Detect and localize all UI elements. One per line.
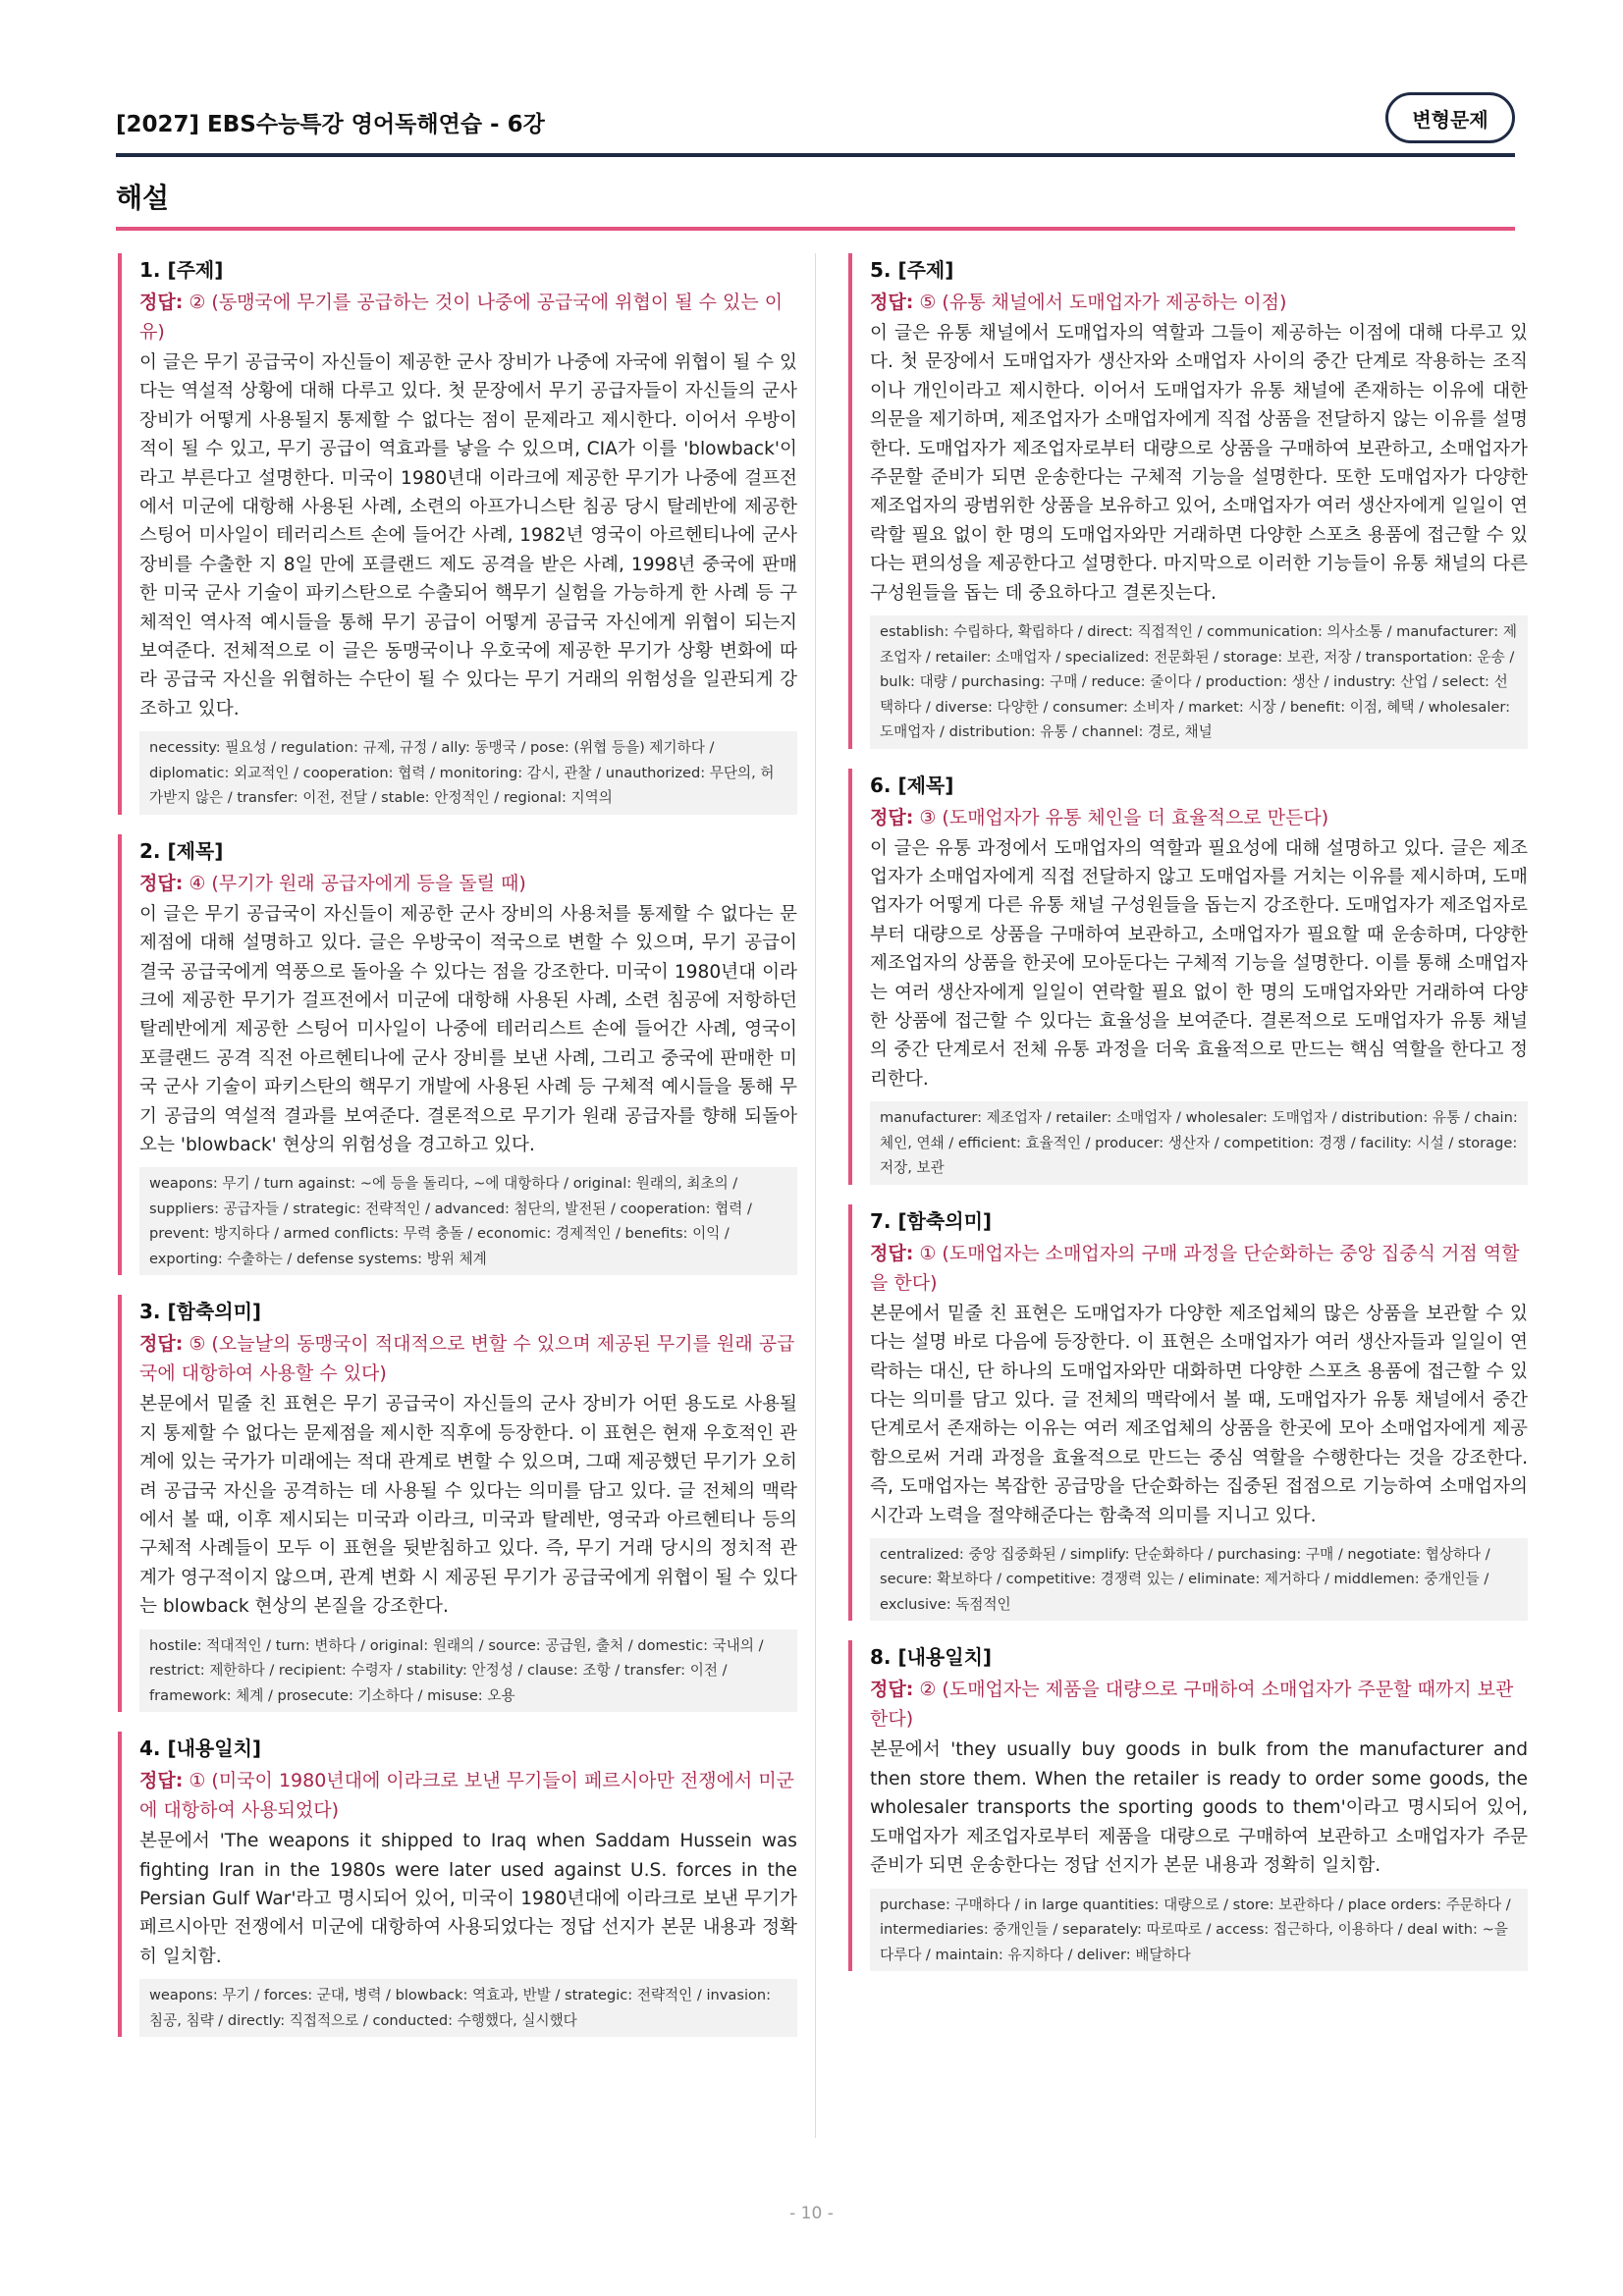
question-heading: 7. [함축의미] (870, 1208, 993, 1233)
answer-label: 정답: (139, 1333, 184, 1356)
answer-line (139, 288, 797, 347)
answer-label: 정답: (870, 1679, 914, 1701)
document-title: [2027] EBS수능특강 영어독해연습 - 6강 (116, 112, 545, 137)
answer-text: ⑤ (오늘날의 동맹국이 적대적으로 변할 수 있으며 제공된 무기를 원래 공급국에 대항하여 사용할 수 있다) (139, 1333, 795, 1385)
answer-text: ② (도매업자는 제품을 대량으로 구매하여 소매업자가 주문할 때까지 보관한다) (870, 1679, 1514, 1731)
column-divider (815, 253, 816, 2138)
question-heading: 2. [제목] (139, 838, 224, 863)
vocabulary-box: establish: 수립하다, 확립하다 / direct: 직접적인 / communication: 의사소통 / manufacturer: 제조업자 / retailer: 소매업자 / specialized: 전문화된 / storage: 보관, 저장 / transportation: 운송 / bulk: 대량 / purchasing: 구매 / reduce: 줄이다 / production: 생산 / industry: 산업 / select: 선택하다 / diverse: 다양한 / consumer: 소비자 / market: 시장 / benefit: 이점, 혜택 / wholesaler: 도매업자 / distribution: 유통 / channel: 경로, 채널 (870, 615, 1528, 749)
section-divider (116, 227, 1515, 231)
left-column (118, 253, 797, 2056)
question-heading: 4. [내용일치] (139, 1736, 262, 1761)
question-heading: 3. [함축의미] (139, 1300, 262, 1324)
vocabulary-box: purchase: 구매하다 / in large quantities: 대량으로 / store: 보관하다 / place orders: 주문하다 / intermediaries: 중개인들 / separately: 따로따로 / access: 접근하다, 이용하다 / deal with: ~을 다루다 / maintain: 유지하다 / deliver: 배달하다 (870, 1889, 1528, 1972)
explanation-text: 본문에서 'The weapons it shipped to Iraq when Saddam Hussein was fighting Iran in the 1980s were later used against U.S. forces in the Persian Gulf War'라고 명시되어 있어, 미국이 1980년대에 이라크로 보낸 무기가 페르시아만 전쟁에서 미군에 대항하여 사용되었다는 정답 선지가 본문 내용과 정확히 일치함. (139, 1831, 797, 1967)
explanation-text: 이 글은 유통 채널에서 도매업자의 역할과 그들이 제공하는 이점에 대해 다루고 있다. 첫 문장에서 도매업자가 생산자와 소매업자 사이의 중간 단계로 작용하는 조직이나 개인이라고 제시한다. 이어서 도매업자가 유통 채널에 존재하는 이유에 대한 의문을 제기하며, 제조업자가 소매업자에게 직접 상품을 전달하지 않는 이유를 설명한다. 도매업자가 제조업자로부터 대량으로 상품을 구매하여 보관하고, 소매업자가 주문할 준비가 되면 운송한다는 구체적 기능을 설명한다. 또한 도매업자가 다양한 제조업자의 광범위한 상품을 보유하고 있어, 소매업자가 여러 생산자에게 일일이 연락할 필요 없이 한 명의 도매업자와만 거래하면 다양한 스포츠 용품에 접근할 수 있다는 편의성을 제공한다고 설명한다. 마지막으로 이러한 기능들이 유통 채널의 다른 구성원들을 돕는 데 중요하다고 결론짓는다. (870, 323, 1528, 604)
answer-item-2 (118, 834, 797, 1276)
answer-label: 정답: (870, 1242, 914, 1264)
explanation-text: 본문에서 밑줄 친 표현은 도매업자가 다양한 제조업체의 많은 상품을 보관할 수 있다는 설명 바로 다음에 등장한다. 이 표현은 소매업자가 여러 생산자들과 일일이 연락하는 대신, 단 하나의 도매업자와만 대화하면 다양한 스포츠 용품에 접근할 수 있다는 의미를 담고 있다. 글 전체의 맥락에서 볼 때, 도매업자가 유통 채널에서 중간 단계로서 존재하는 이유는 여러 제조업체의 상품을 한곳에 모아 소매업자에게 제공함으로써 거래 과정을 효율적으로 만드는 중심 역할을 수행한다는 것을 강조한다. 즉, 도매업자는 복잡한 공급망을 단순화하는 집중된 접점으로 기능하여 소매업자의 시간과 노력을 절약해준다는 함축적 의미를 지니고 있다. (870, 1303, 1528, 1526)
answer-line (870, 803, 1528, 832)
explanation-text: 이 글은 무기 공급국이 자신들이 제공한 군사 장비가 나중에 자국에 위협이 될 수 있다는 역설적 상황에 대해 다루고 있다. 첫 문장에서 무기 공급자들이 자신들의 군사 장비가 어떻게 사용될지 통제할 수 없다는 점이 문제라고 제시한다. 이어서 우방이 적이 될 수 있고, 무기 공급이 역효과를 낳을 수 있으며, CIA가 이를 'blowback'이라고 부른다고 설명한다. 미국이 1980년대 이라크에 제공한 무기가 나중에 걸프전에서 미군에 대항해 사용된 사례, 소련의 아프가니스탄 침공 당시 탈레반에 제공한 스팅어 미사일이 테러리스트 손에 들어간 사례, 1982년 영국이 아르헨티나에 군사 장비를 수출한 지 8일 만에 포클랜드 제도 공격을 받은 사례, 1998년 중국에 판매한 미국 군사 기술이 파키스탄으로 수출되어 핵무기 실험을 가능하게 한 사례 등 구체적인 역사적 예시들을 통해 무기 공급이 어떻게 공급국 자신에게 위협이 되는지 보여준다. 전체적으로 이 글은 동맹국이나 우호국에 제공한 무기가 상황 변화에 따라 공급국 자신을 위협하는 수단이 될 수 있다는 무기 거래의 위험성을 일관되게 강조하고 있다. (139, 352, 797, 720)
answer-label: 정답: (139, 292, 184, 313)
explanation-text: 이 글은 유통 과정에서 도매업자의 역할과 필요성에 대해 설명하고 있다. 글은 제조업자가 소매업자에게 직접 전달하지 않고 도매업자를 거치는 이유를 제시하며, 도매업자가 어떻게 다른 유통 채널 구성원들을 돕는지 강조한다. 도매업자가 제조업자로부터 대량으로 상품을 구매하여 보관하고, 소매업자가 필요할 때 운송하며, 다양한 제조업자의 상품을 한곳에 모아둔다는 구체적 기능을 설명한다. 이를 통해 소매업자는 여러 생산자에게 일일이 연락할 필요 없이 한 명의 도매업자와만 거래하여 다양한 상품에 접근할 수 있다는 효율성을 보여준다. 결론적으로 도매업자가 유통 채널의 중간 단계로서 전체 유통 과정을 더욱 효율적으로 만드는 핵심 역할을 한다고 정리한다. (870, 837, 1528, 1090)
answer-item-5 (848, 253, 1528, 749)
page-number: - 10 - (789, 2204, 834, 2223)
answer-item-7 (848, 1204, 1528, 1622)
vocabulary-box: hostile: 적대적인 / turn: 변하다 / original: 원래의 / source: 공급원, 출처 / domestic: 국내의 / restrict: 제한하다 / recipient: 수령자 / stability: 안정성 / clause: 조항 / transfer: 이전 / framework: 체계 / prosecute: 기소하다 / misuse: 오용 (139, 1629, 797, 1713)
answer-text: ④ (무기가 원래 공급자에게 등을 돌릴 때) (189, 872, 526, 894)
answer-item-4 (118, 1732, 797, 2037)
answer-label: 정답: (139, 1770, 184, 1792)
answer-item-6 (848, 769, 1528, 1185)
vocabulary-box: centralized: 중앙 집중화된 / simplify: 단순화하다 / purchasing: 구매 / negotiate: 협상하다 / secure: 확보하다 / competitive: 경쟁력 있는 / eliminate: 제거하다 / middlemen: 중개인들 / exclusive: 독점적인 (870, 1538, 1528, 1622)
explanation-text: 이 글은 무기 공급국이 자신들이 제공한 군사 장비의 사용처를 통제할 수 없다는 문제점에 대해 설명하고 있다. 글은 우방국이 적국으로 변할 수 있으며, 무기 공급이 결국 공급국에게 역풍으로 돌아올 수 있다는 점을 강조한다. 미국이 1980년대 이라크에 제공한 무기가 걸프전에서 미군에 대항해 사용된 사례, 소련 침공에 저항하던 탈레반에게 제공한 스팅어 미사일이 나중에 테러리스트 손에 들어간 사례, 영국이 포클랜드 공격 직전 아르헨티나에 군사 장비를 보낸 사례, 그리고 중국에 판매한 미국 군사 기술이 파키스탄의 핵무기 개발에 사용된 사례 등 구체적 예시들을 통해 무기 공급의 역설적 결과를 보여준다. 결론적으로 무기가 원래 공급자를 향해 되돌아오는 'blowback' 현상의 위험성을 경고하고 있다. (139, 903, 797, 1156)
answer-label: 정답: (870, 292, 914, 313)
answer-line (139, 1329, 797, 1388)
answer-text: ② (동맹국에 무기를 공급하는 것이 나중에 공급국에 위협이 될 수 있는 이유) (139, 292, 784, 343)
question-heading: 1. [주제] (139, 258, 224, 282)
explanation-text: 본문에서 'they usually buy goods in bulk from the manufacturer and then store them. When the retailer is ready to order some goods, the wholesaler transports the sporting goods to them'이라고 명시되어 있어, 도매업자가 제조업자로부터 제품을 대량으로 구매하여 보관하고 소매업자가 주문 준비가 되면 운송한다는 정답 선지가 본문 내용과 정확히 일치함. (870, 1739, 1528, 1877)
answer-item-1 (118, 253, 797, 815)
answer-item-8 (848, 1640, 1528, 1971)
question-heading: 5. [주제] (870, 258, 954, 282)
variant-problem-badge: 변형문제 (1385, 92, 1515, 143)
answer-line (870, 288, 1528, 317)
answer-text: ⑤ (유통 채널에서 도매업자가 제공하는 이점) (919, 292, 1287, 313)
vocabulary-box: weapons: 무기 / forces: 군대, 병력 / blowback: 역효과, 반발 / strategic: 전략적인 / invasion: 침공, 침략 / directly: 직접적으로 / conducted: 수행했다, 실시했다 (139, 1979, 797, 2037)
vocabulary-box: necessity: 필요성 / regulation: 규제, 규정 / ally: 동맹국 / pose: (위협 등을) 제기하다 / diplomatic: 외교적인 / cooperation: 협력 / monitoring: 감시, 관찰 / unauthorized: 무단의, 허가받지 않은 / transfer: 이전, 전달 / stable: 안정적인 / regional: 지역의 (139, 731, 797, 815)
question-heading: 6. [제목] (870, 773, 954, 797)
question-heading: 8. [내용일치] (870, 1645, 993, 1670)
explanation-text: 본문에서 밑줄 친 표현은 무기 공급국이 자신들의 군사 장비가 어떤 용도로 사용될지 통제할 수 없다는 문제점을 제시한 직후에 등장한다. 이 표현은 현재 우호적인 관계에 있는 국가가 미래에는 적대 관계로 변할 수 있으며, 그때 제공했던 무기가 오히려 공급국 자신을 공격하는 데 사용될 수 있다는 의미를 담고 있다. 글 전체의 맥락에서 볼 때, 이후 제시되는 미국과 이라크, 미국과 탈레반, 영국과 아르헨티나 등의 구체적 사례들이 모두 이 표현을 뒷받침하고 있다. 즉, 무기 거래 당시의 정치적 관계가 영구적이지 않으며, 관계 변화 시 제공된 무기가 공급국에게 위협이 될 수 있다는 blowback 현상의 본질을 강조한다. (139, 1394, 797, 1618)
answer-label: 정답: (139, 872, 184, 894)
answer-item-3 (118, 1295, 797, 1712)
vocabulary-box: manufacturer: 제조업자 / retailer: 소매업자 / wholesaler: 도매업자 / distribution: 유통 / chain: 체인, 연쇄 / efficient: 효율적인 / producer: 생산자 / competition: 경쟁 / facility: 시설 / storage: 저장, 보관 (870, 1101, 1528, 1185)
answer-line (139, 1766, 797, 1825)
answer-text: ① (도매업자는 소매업자의 구매 과정을 단순화하는 중앙 집중식 거점 역할을 한다) (870, 1242, 1520, 1294)
answer-line (870, 1675, 1528, 1734)
page-header (116, 92, 1515, 157)
answer-text: ③ (도매업자가 유통 체인을 더 효율적으로 만든다) (919, 806, 1329, 828)
answer-text: ① (미국이 1980년대에 이라크로 보낸 무기들이 페르시아만 전쟁에서 미군에 대항하여 사용되었다) (139, 1770, 795, 1822)
answer-line (139, 869, 797, 898)
answer-line (870, 1239, 1528, 1298)
vocabulary-box: weapons: 무기 / turn against: ~에 등을 돌리다, ~에 대항하다 / original: 원래의, 최초의 / suppliers: 공급자들 / strategic: 전략적인 / advanced: 첨단의, 발전된 / cooperation: 협력 / prevent: 방지하다 / armed conflicts: 무력 충돌 / economic: 경제적인 / benefits: 이익 / exporting: 수출하는 / defense systems: 방위 체계 (139, 1167, 797, 1275)
right-column (848, 253, 1528, 1991)
answer-label: 정답: (870, 806, 914, 828)
section-title: 해설 (116, 182, 170, 214)
